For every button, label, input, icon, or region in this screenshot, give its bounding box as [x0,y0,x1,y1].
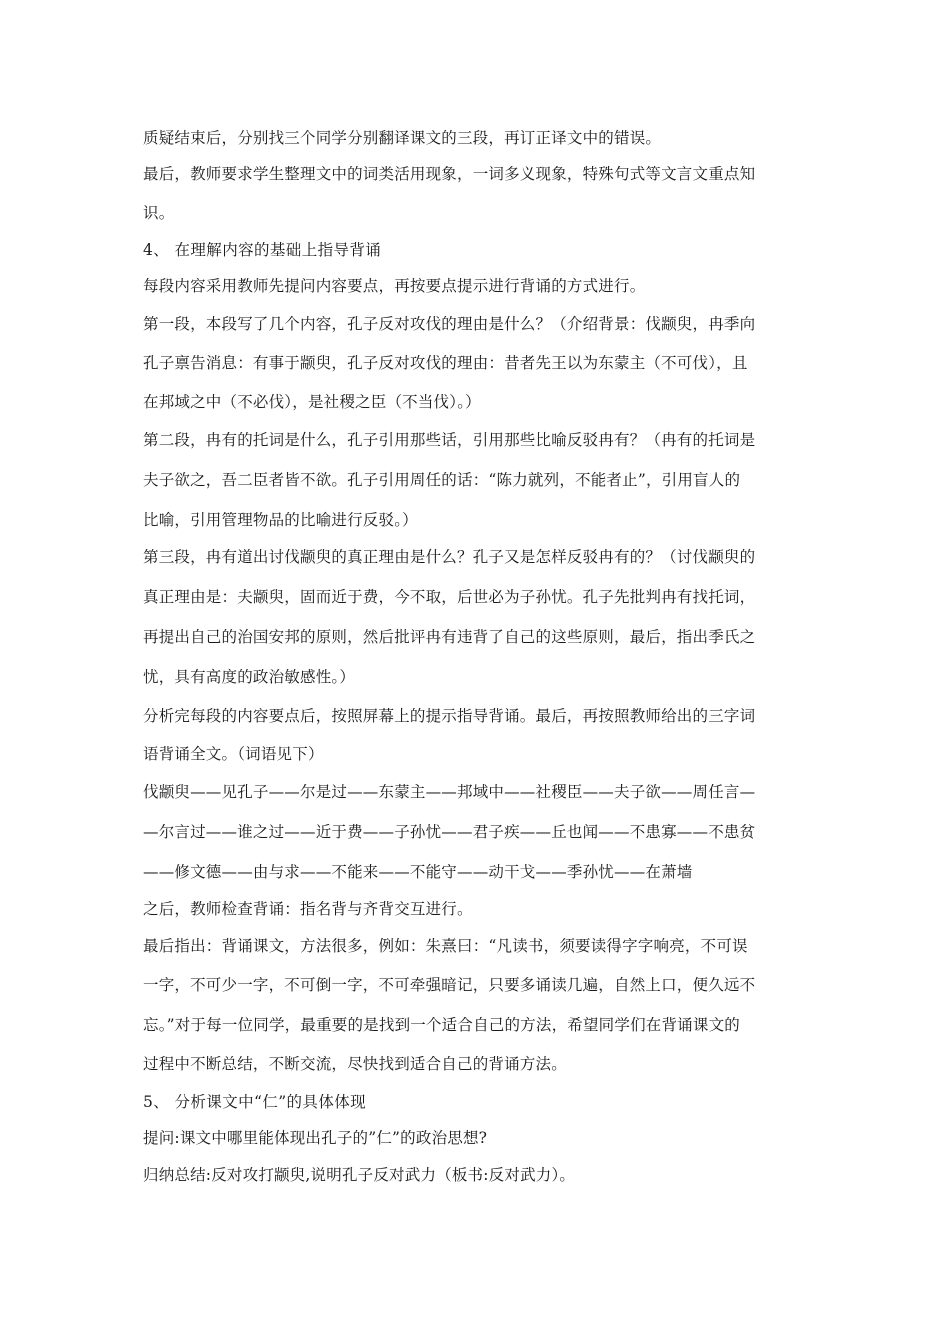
section-heading-4: 4、 在理解内容的基础上指导背诵 [143,241,382,259]
text-line: 之后，教师检查背诵：指名背与齐背交互进行。 [143,900,473,918]
text-line: 过程中不断总结，不断交流，尽快找到适合自己的背诵方法。 [143,1055,567,1073]
text-line: —尔言过——谁之过——近于费——子孙忧——君子疾——丘也闻——不患寡——不患贫 [143,823,756,841]
text-line: 第二段，冉有的托词是什么，孔子引用那些话，引用那些比喻反驳冉有？（冉有的托词是 [143,431,756,449]
text-line: 一字，不可少一字，不可倒一字，不可牵强暗记，只要多诵读几遍，自然上口，便久远不 [143,976,756,994]
text-line: ——修文德——由与求——不能来——不能守——动干戈——季孙忧——在萧墙 [143,863,693,881]
text-line: 真正理由是：夫颛臾，固而近于费，今不取，后世必为子孙忧。孔子先批判冉有找托词， [143,588,756,606]
text-line: 识。 [143,204,175,222]
text-line: 孔子禀告消息：有事于颛臾，孔子反对攻伐的理由：昔者先王以为东蒙主（不可伐），且 [143,354,748,372]
text-line: 提问:课文中哪里能体现出孔子的”仁”的政治思想? [143,1129,488,1147]
text-line: 再提出自己的治国安邦的原则，然后批评冉有违背了自己的这些原则，最后，指出季氏之 [143,628,756,646]
text-line: 最后，教师要求学生整理文中的词类活用现象，一词多义现象，特殊句式等文言文重点知 [143,165,756,183]
text-line: 每段内容采用教师先提问内容要点，再按要点提示进行背诵的方式进行。 [143,277,646,295]
text-line: 比喻，引用管理物品的比喻进行反驳。） [143,511,418,529]
text-line: 第三段，冉有道出讨伐颛臾的真正理由是什么？孔子又是怎样反驳冉有的？（讨伐颛臾的 [143,548,756,566]
text-line: 在邦域之中（不必伐），是社稷之臣（不当伐）。） [143,393,481,411]
text-line: 忘。”对于每一位同学，最重要的是找到一个适合自己的方法，希望同学们在背诵课文的 [143,1016,740,1034]
text-line: 质疑结束后，分别找三个同学分别翻译课文的三段，再订正译文中的错误。 [143,129,662,147]
section-heading-5: 5、 分析课文中“仁”的具体体现 [143,1093,367,1111]
text-line: 分析完每段的内容要点后，按照屏幕上的提示指导背诵。最后，再按照教师给出的三字词 [143,707,756,725]
text-line: 第一段，本段写了几个内容，孔子反对攻伐的理由是什么？（介绍背景：伐颛臾，冉季向 [143,315,756,333]
text-line: 最后指出：背诵课文，方法很多，例如：朱熹曰：“凡读书，须要读得字字响亮，不可误 [143,937,748,955]
text-line: 夫子欲之，吾二臣者皆不欲。孔子引用周任的话：“陈力就列，不能者止”，引用盲人的 [143,471,741,489]
text-line: 忧，具有高度的政治敏感性。） [143,668,356,686]
text-line: 归纳总结:反对攻打颛臾,说明孔子反对武力（板书:反对武力）。 [143,1166,576,1184]
text-line: 语背诵全文。（词语见下） [143,745,324,763]
text-line: 伐颛臾——见孔子——尔是过——东蒙主——邦域中——社稷臣——夫子欲——周任言— [143,783,756,801]
